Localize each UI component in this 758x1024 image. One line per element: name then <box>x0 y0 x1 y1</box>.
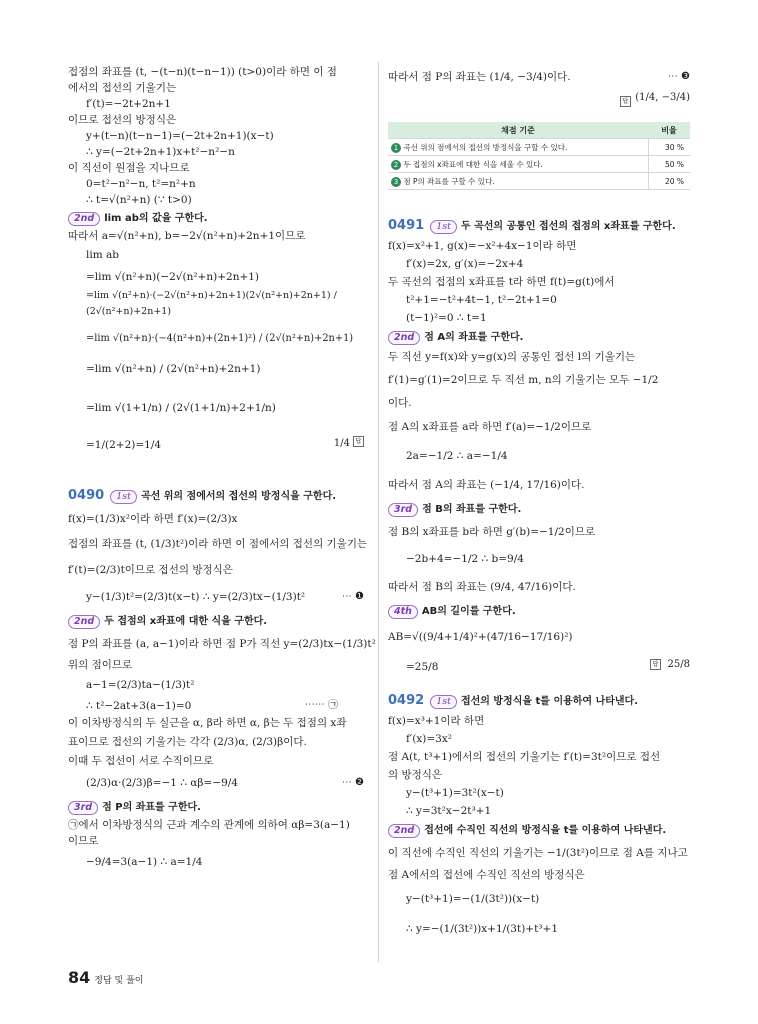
equation: =lim √(n²+n)(−2√(n²+n)+2n+1) <box>86 271 260 283</box>
equation: =lim √(1+1/n) / (2√(1+1/n)+2+1/n) <box>86 402 276 414</box>
text-line: 따라서 점 B의 좌표는 (9/4, 47/16)이다. <box>388 581 576 593</box>
step-heading <box>388 603 690 621</box>
equation: y−(t³+1)=−(1/(3t²))(x−t) <box>406 893 540 905</box>
grading-table <box>388 122 690 190</box>
step-tag: 1st <box>110 490 137 504</box>
table-header <box>388 122 690 139</box>
criteria-cell <box>388 156 648 173</box>
equation: ∴ y=−(1/(3t²))x+1/(3t)+t³+1 <box>406 923 558 935</box>
text-line: 이다. <box>388 397 412 409</box>
text-line: 접점의 좌표를 (t, −(t−n)(t−n−1)) (t>0)이라 하면 이 점 <box>68 66 337 78</box>
text-line: 에서의 접선의 기울기는 <box>68 82 177 94</box>
equation: f(x)=x²+1, g(x)=−x²+4x−1이라 하면 <box>388 240 577 252</box>
step-marker: ⋯ ❸ <box>667 71 690 82</box>
table-row <box>388 139 690 156</box>
equation-mark: ⋯⋯ ㉠ <box>304 700 338 711</box>
intro-block <box>68 64 368 208</box>
text-line: 접점의 좌표를 (t, (1/3)t²)이라 하면 이 점에서의 접선의 기울기는 <box>68 538 368 550</box>
step-tag: 2nd <box>68 615 100 629</box>
text-line: 점 A의 x좌표를 a라 하면 f′(a)=−1/2이므로 <box>388 421 592 433</box>
answer-value: 25/8 <box>667 659 690 670</box>
text-line: 이 이차방정식의 두 실근을 α, β라 하면 α, β는 두 접점의 x좌 <box>68 717 347 729</box>
text-line: 위의 점이므로 <box>68 659 133 671</box>
step-tag: 3rd <box>388 503 418 517</box>
problem-number: 0490 <box>68 488 105 503</box>
answer-value: (1/4, −3/4) <box>635 92 690 103</box>
text-line: 이 직선이 원점을 지나므로 <box>68 162 190 174</box>
text-line: 표이므로 접선의 기울기는 각각 (2/3)α, (2/3)β이다. <box>68 736 307 748</box>
step-text: 점 B의 좌표를 구한다. <box>422 504 522 515</box>
equation: f(x)=x³+1이라 하면 <box>388 715 485 727</box>
ratio-cell: 50 % <box>648 156 690 173</box>
equation-row <box>68 769 368 797</box>
problem-heading <box>388 216 690 237</box>
step-heading <box>388 501 690 519</box>
criteria-badge: 2 <box>391 160 401 170</box>
step-text: 접선에 수직인 직선의 방정식을 t를 이용하여 나타낸다. <box>424 825 667 836</box>
text-line: 두 직선 y=f(x)와 y=g(x)의 공통인 접선 l의 기울기는 <box>388 351 636 363</box>
problem-heading <box>388 691 690 712</box>
step-heading <box>388 329 690 347</box>
step-heading <box>68 799 368 817</box>
step-tag: 4th <box>388 605 418 619</box>
equation: =1/(2+2)=1/4 <box>86 439 162 451</box>
equation: lim ab <box>86 249 119 261</box>
criteria-text: 두 접점의 x좌표에 대한 식을 세울 수 있다. <box>403 159 543 169</box>
header-ratio: 비율 <box>648 122 690 139</box>
criteria-text: 곡선 위의 점에서의 접선의 방정식을 구할 수 있다. <box>403 142 568 152</box>
text-line: f′(1)=g′(1)=2이므로 두 직선 m, n의 기울기는 모두 −1/2 <box>388 374 659 386</box>
right-column <box>388 64 690 944</box>
step-text: 두 접점의 x좌표에 대한 식을 구한다. <box>104 616 268 627</box>
equation: f(x)=(1/3)x²이라 하면 f′(x)=(2/3)x <box>68 513 238 525</box>
equation: y−(t³+1)=3t²(x−t) <box>406 787 504 799</box>
equation: 2a=−1/2 ∴ a=−1/4 <box>406 450 508 462</box>
equation: =lim √(n²+n)·(−4(n²+n)+(2n+1)²) / (2√(n²+n)+2n+1) <box>86 333 354 344</box>
ratio-cell: 20 % <box>648 173 690 190</box>
text-line: 점 A에서의 접선에 수직인 직선의 방정식은 <box>388 869 585 881</box>
column-divider <box>378 62 379 962</box>
equation: AB=√((9/4+1/4)²+(47/16−17/16)²) <box>388 631 573 643</box>
table-row <box>388 173 690 190</box>
left-column <box>68 64 376 875</box>
text-line: 점 P의 좌표를 (a, a−1)이라 하면 점 P가 직선 y=(2/3)tx−(1/3)t² <box>68 638 376 650</box>
equation: =lim √(n²+n)·(−2√(n²+n)+2n+1)(2√(n²+n)+2n+1) / (2√(n²+n)+2n+1) <box>86 290 337 317</box>
text-line: 두 곡선의 접점의 x좌표를 t라 하면 f(t)=g(t)에서 <box>388 276 615 288</box>
equation: −2b+4=−1/2 ∴ b=9/4 <box>406 553 524 565</box>
equation: −9/4=3(a−1) ∴ a=1/4 <box>86 856 203 868</box>
criteria-text: 점 P의 좌표를 구할 수 있다. <box>403 176 495 186</box>
equation: f′(x)=2x, g′(x)=−2x+4 <box>406 258 524 270</box>
answer-icon: 답 <box>620 96 631 107</box>
equation: ∴ t=√(n²+n) (∵ t>0) <box>86 194 192 206</box>
text-line: 점 A(t, t³+1)에서의 접선의 기울기는 f′(t)=3t²이므로 접선 <box>388 751 661 763</box>
step-marker: ⋯ ❶ <box>341 591 364 602</box>
problem-title: 곡선 위의 점에서의 접선의 방정식을 구한다. <box>140 491 337 502</box>
equation-row <box>68 583 368 611</box>
text-line: 점 B의 x좌표를 b라 하면 g′(b)=−1/2이므로 <box>388 526 596 538</box>
equation: (t−1)²=0 ∴ t=1 <box>406 312 487 324</box>
problem-title: 두 곡선의 공통인 접선의 접점의 x좌표를 구한다. <box>460 221 676 232</box>
equation: y+(t−n)(t−n−1)=(−2t+2n+1)(x−t) <box>86 130 274 142</box>
criteria-badge: 1 <box>391 143 401 153</box>
text-line: 따라서 a=√(n²+n), b=−2√(n²+n)+2n+1이므로 <box>68 230 306 242</box>
equation: ∴ y=3t²x−2t³+1 <box>406 805 492 817</box>
answer-value: 1/4 <box>333 438 350 449</box>
answer-row <box>388 653 690 681</box>
equation: y−(1/3)t²=(2/3)t(x−t) ∴ y=(2/3)tx−(1/3)t² <box>86 591 306 603</box>
table-row <box>388 156 690 173</box>
page-number: 84 <box>68 968 91 987</box>
equation-row <box>68 697 368 715</box>
answer-icon: 답 <box>353 436 364 447</box>
step-heading <box>68 613 368 631</box>
equation: =25/8 <box>406 661 439 673</box>
step-heading <box>388 822 690 840</box>
step-tag: 1st <box>430 695 457 709</box>
step-tag: 2nd <box>388 331 420 345</box>
step-text: AB의 길이를 구한다. <box>421 606 516 617</box>
footer-label: 정답 및 풀이 <box>94 976 144 986</box>
step-text: 점 A의 좌표를 구한다. <box>424 332 524 343</box>
step-marker: ⋯ ❷ <box>341 777 364 788</box>
criteria-badge: 3 <box>391 177 401 187</box>
equation: t²+1=−t²+4t−1, t²−2t+1=0 <box>406 294 557 306</box>
problem-title: 접선의 방정식을 t를 이용하여 나타낸다. <box>460 696 639 707</box>
text-line: 이 직선에 수직인 직선의 기울기는 −1/(3t²)이므로 점 A를 지나고 <box>388 847 688 859</box>
answer-row <box>68 430 368 460</box>
step-heading <box>68 210 368 228</box>
problem-number: 0492 <box>388 693 425 708</box>
step-text: lim ab의 값을 구한다. <box>104 213 208 224</box>
problem-number: 0491 <box>388 218 425 233</box>
criteria-cell <box>388 173 648 190</box>
criteria-cell <box>388 139 648 156</box>
equation: (2/3)α·(2/3)β=−1 ∴ αβ=−9/4 <box>86 777 238 789</box>
equation: =lim √(n²+n) / (2√(n²+n)+2n+1) <box>86 363 261 375</box>
equation: 0=t²−n²−n, t²=n²+n <box>86 178 196 190</box>
step-tag: 2nd <box>388 824 420 838</box>
text-line: 이므로 접선의 방정식은 <box>68 114 177 126</box>
equation: ∴ y=(−2t+2n+1)x+t²−n²−n <box>86 146 235 158</box>
text-line: 의 방정식은 <box>388 769 443 781</box>
text-line: 따라서 점 P의 좌표는 (1/4, −3/4)이다. <box>388 71 571 83</box>
answer-icon: 답 <box>650 659 661 670</box>
equation: ∴ t²−2at+3(a−1)=0 <box>86 700 192 712</box>
step-tag: 2nd <box>68 212 100 226</box>
equation: f′(x)=3x² <box>406 733 452 745</box>
equation: a−1=(2/3)ta−(1/3)t² <box>86 679 195 691</box>
equation: f′(t)=−2t+2n+1 <box>86 98 171 110</box>
text-line: 이므로 <box>68 835 99 847</box>
header-criteria: 채점 기준 <box>388 122 648 139</box>
page-footer <box>68 968 143 987</box>
ratio-cell: 30 % <box>648 139 690 156</box>
step-tag: 1st <box>430 220 457 234</box>
problem-heading <box>68 486 368 507</box>
text-line: f′(t)=(2/3)t이므로 접선의 방정식은 <box>68 564 233 576</box>
text-line: 따라서 점 A의 좌표는 (−1/4, 17/16)이다. <box>388 479 585 491</box>
text-row <box>388 64 690 90</box>
text-line: 이때 두 접선이 서로 수직이므로 <box>68 755 214 767</box>
step-text: 점 P의 좌표를 구한다. <box>102 802 201 813</box>
step-tag: 3rd <box>68 801 98 815</box>
answer-row <box>388 90 690 116</box>
text-line: ㉠에서 이차방정식의 근과 계수의 관계에 의하여 αβ=3(a−1) <box>68 819 350 831</box>
